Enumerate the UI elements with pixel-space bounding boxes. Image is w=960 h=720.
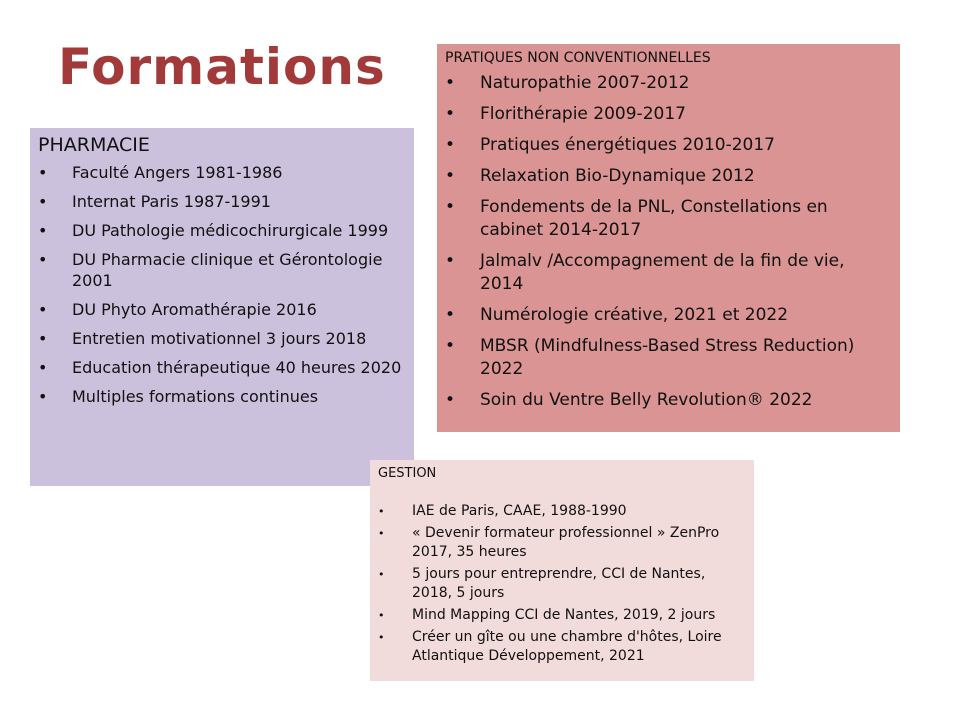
list-item: • DU Pharmacie clinique et Gérontologie 2001 bbox=[38, 249, 404, 291]
list-item: • DU Phyto Aromathérapie 2016 bbox=[38, 299, 404, 320]
list-item: • Relaxation Bio-Dynamique 2012 bbox=[445, 165, 892, 188]
list-item: • 5 jours pour entreprendre, CCI de Nantes, 2018, 5 jours bbox=[378, 565, 746, 603]
list-item: • Internat Paris 1987-1991 bbox=[38, 191, 404, 212]
list-item: • IAE de Paris, CAAE, 1988-1990 bbox=[378, 502, 746, 521]
list-item: • « Devenir formateur professionnel » ZenPro 2017, 35 heures bbox=[378, 524, 746, 562]
page-title: Formations bbox=[58, 38, 386, 96]
list-item: • Entretien motivationnel 3 jours 2018 bbox=[38, 328, 404, 349]
list-item: • Education thérapeutique 40 heures 2020 bbox=[38, 357, 404, 378]
list-item: • Fondements de la PNL, Constellations en cabinet 2014-2017 bbox=[445, 196, 892, 242]
list-item: • Multiples formations continues bbox=[38, 386, 404, 407]
list-item: • Florithérapie 2009-2017 bbox=[445, 103, 892, 126]
list-item: • Mind Mapping CCI de Nantes, 2019, 2 jours bbox=[378, 606, 746, 625]
gestion-heading: GESTION bbox=[378, 466, 437, 481]
list-item: • Pratiques énergétiques 2010-2017 bbox=[445, 134, 892, 157]
gestion-box bbox=[370, 460, 754, 681]
list-item: • Faculté Angers 1981-1986 bbox=[38, 162, 404, 183]
pharmacie-list bbox=[38, 162, 404, 407]
pharmacie-heading: PHARMACIE bbox=[38, 134, 150, 156]
pratiques-list bbox=[445, 72, 892, 412]
pharmacie-box bbox=[30, 128, 414, 486]
list-item: • Créer un gîte ou une chambre d'hôtes, Loire Atlantique Développement, 2021 bbox=[378, 628, 746, 666]
gestion-list bbox=[378, 502, 746, 666]
list-item: • Naturopathie 2007-2012 bbox=[445, 72, 892, 95]
list-item: • MBSR (Mindfulness-Based Stress Reduction) 2022 bbox=[445, 335, 892, 381]
list-item: • Jalmalv /Accompagnement de la fin de vie, 2014 bbox=[445, 250, 892, 296]
list-item: • Numérologie créative, 2021 et 2022 bbox=[445, 304, 892, 327]
list-item: • DU Pathologie médicochirurgicale 1999 bbox=[38, 220, 404, 241]
pratiques-box bbox=[437, 44, 900, 432]
list-item: • Soin du Ventre Belly Revolution® 2022 bbox=[445, 389, 892, 412]
pratiques-heading: PRATIQUES NON CONVENTIONNELLES bbox=[445, 50, 711, 66]
